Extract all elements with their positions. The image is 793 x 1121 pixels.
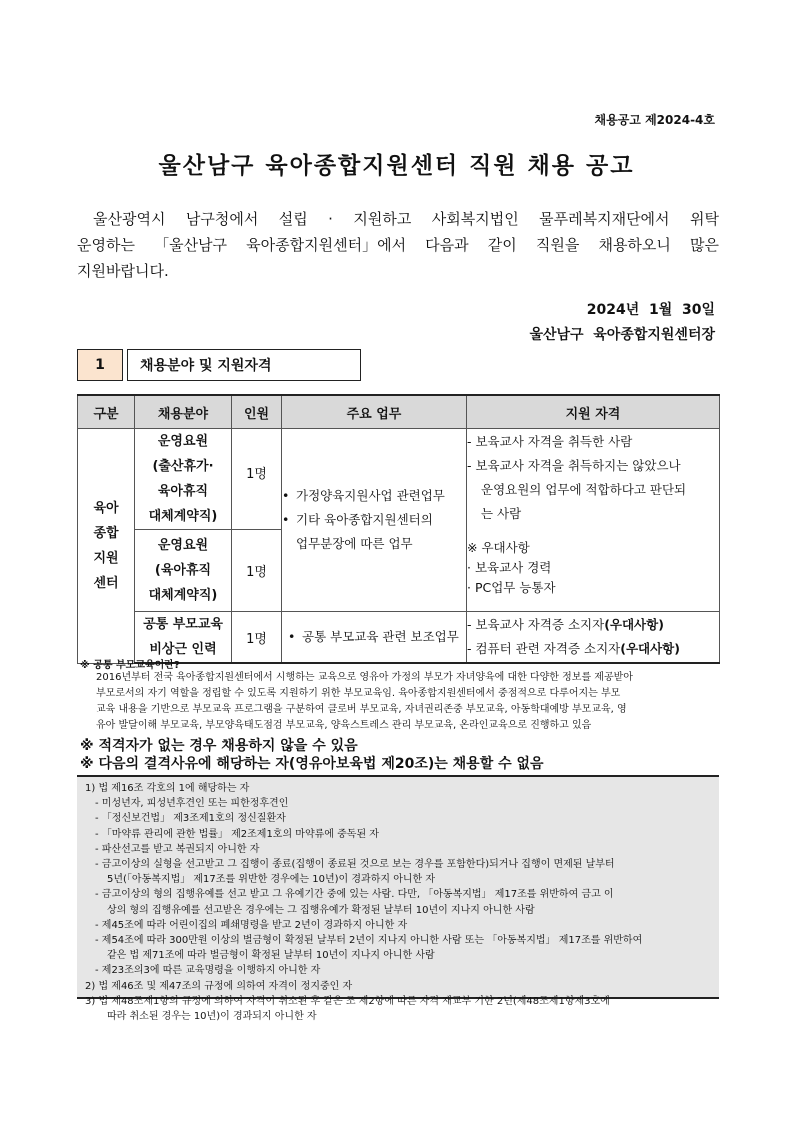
list-item: - 「마약류 관리에 관한 법률」 제2조제1호의 마약류에 중독된 자 — [95, 828, 379, 840]
list-item: - 미성년자, 피성년후견인 또는 피한정후견인 — [95, 798, 289, 810]
intro-word: 지원하고 — [353, 210, 412, 228]
note-body: 2016년부터 전국 육아종합지원센터에서 시행하는 교육으로 영유아 가정의 부모가 자녀양육에 대한 다양한 정보를 제공받아 부모로서의 자기 역할을 정립할 수 있도록 지원하기 위한 부모교육임. 육아종합지원센터에서 중점적으로 다루어지는 부모 교육 내용을 기반으로 부모교육 프로그램을 구분하여 클로버 부모교육, 자녀권리존중 부모교육, 아동학대예방 부모교육, 영 유아 발달이해 부모교육, 부모양육태도점검 부모교육, 양육스트레스 관리 부모교육, 온라인교육으로 진행하고 있음 — [96, 672, 633, 731]
header-division: 구분 — [78, 395, 135, 429]
qualifications-cell: - 보육교사 자격을 취득한 사람 - 보육교사 자격을 취득하지는 않았으나 운영요원의 업무에 적합하다고 판단되 는 사람 ※ 우대사항 · 보육교사 경력 · PC업무 능통자 — [467, 429, 720, 612]
list-item: 같은 법 제71조에 따라 벌금형이 확정된 날부터 10년이 지나지 아니한 사람 — [107, 950, 435, 962]
count-cell: 1명 — [232, 612, 282, 664]
section-number: 1 — [77, 349, 123, 381]
qualifications-cell: - 보육교사 자격증 소지자(우대사항) - 컴퓨터 관련 자격증 소지자(우대사항) — [467, 612, 720, 664]
field-cell: 운영요원 (출산휴가· 육아휴직 대체계약직) — [135, 429, 232, 530]
intro-word: 물푸레복지재단에서 — [539, 210, 670, 228]
header-field: 채용분야 — [135, 395, 232, 429]
intro-word: 육아종합지원센터」에서 — [246, 236, 407, 254]
intro-line-1 — [77, 206, 719, 232]
intro-word: 직원을 — [535, 236, 580, 254]
list-item: 따라 취소된 경우는 10년)이 경과되지 아니한 자 — [107, 1011, 317, 1023]
disqualification-box — [77, 775, 719, 1023]
intro-paragraph — [77, 206, 719, 284]
intro-word: 사회복지법인 — [431, 210, 519, 228]
notice-number: 채용공고 제2024-4호 — [594, 113, 715, 127]
list-item: - 제45조에 따라 어린이집의 폐쇄명령을 받고 2년이 경과하지 아니한 자 — [95, 919, 408, 931]
duties-cell: • 공통 부모교육 관련 보조업무 — [282, 612, 467, 664]
header-count: 인원 — [232, 395, 282, 429]
header-qualifications: 지원 자격 — [467, 395, 720, 429]
list-item: 2) 법 제46조 및 제47조의 규정에 의하여 자격이 정지중인 자 — [85, 980, 353, 992]
notice-disqualification: ※ 다음의 결격사유에 해당하는 자(영유아보육법 제20조)는 채용할 수 없음 — [80, 756, 544, 772]
list-item: - 금고이상의 형의 집행유예를 선고 받고 그 유예기간 중에 있는 사람. 다만, 「아동복지법」 제17조를 위반하여 금고 이 — [95, 889, 614, 901]
intro-word: 설립 — [278, 210, 308, 228]
list-item: - 「정신보건법」 제3조제1호의 정신질환자 — [95, 813, 286, 825]
list-item: - 제23조의3에 따른 교육명령을 이행하지 아니한 자 — [95, 965, 321, 977]
intro-word: 같이 — [487, 236, 517, 254]
list-item: - 제54조에 따라 300만원 이상의 벌금형이 확정된 날부터 2년이 지나지 아니한 사람 또는 「아동복지법」 제17조를 위반하여 — [95, 935, 643, 947]
intro-word: 「울산남구 — [154, 236, 228, 254]
notice-no-qualified: ※ 적격자가 없는 경우 채용하지 않을 수 있음 — [80, 738, 358, 754]
intro-word: 울산광역시 — [93, 210, 166, 228]
duties-cell: • 가정양육지원사업 관련업무 • 기타 육아종합지원센터의 업무분장에 따른 업무 — [282, 429, 467, 612]
field-cell: 운영요원 (육아휴직 대체계약직) — [135, 530, 232, 612]
notice-date: 2024년 1월 30일 — [586, 302, 715, 318]
list-item: - 금고이상의 실형을 선고받고 그 집행이 종료(집행이 종료된 것으로 보는 경우를 포함한다)되거나 집행이 면제된 날부터 — [95, 859, 615, 871]
list-item: 3) 법 제48조제1항의 규정에 의하여 자격이 취소된 후 같은 조 제2항에 따른 자격 재교부 기한 2년(제48조제1항제3호에 — [85, 995, 610, 1007]
division-cell: 육아 종합 지원 센터 — [78, 429, 135, 664]
page-title: 울산남구 육아종합지원센터 직원 채용 공고 — [158, 153, 635, 179]
table-row — [78, 429, 720, 530]
count-cell: 1명 — [232, 429, 282, 530]
section-title: 채용분야 및 지원자격 — [127, 349, 361, 381]
count-cell: 1명 — [232, 530, 282, 612]
intro-word: · — [328, 210, 333, 228]
intro-word: 많은 — [690, 236, 719, 254]
intro-word: 운영하는 — [77, 236, 135, 254]
intro-word: 채용하오니 — [598, 236, 671, 254]
intro-line-2 — [77, 232, 719, 258]
list-item: 5년(「아동복지법」 제17조를 위반한 경우에는 10년)이 경과하지 아니한 자 — [107, 874, 436, 886]
signer: 울산남구 육아종합지원센터장 — [529, 327, 715, 343]
intro-line-3: 지원바랍니다. — [77, 262, 169, 280]
field-cell: 공통 부모교육 비상근 인력 — [135, 612, 232, 664]
list-item: - 파산선고를 받고 복권되지 아니한 자 — [95, 843, 260, 855]
header-duties: 주요 업무 — [282, 395, 467, 429]
list-item: 1) 법 제16조 각호의 1에 해당하는 자 — [85, 783, 250, 794]
intro-word: 남구청에서 — [185, 210, 259, 228]
recruitment-table — [77, 394, 720, 664]
intro-word: 다음과 — [425, 236, 469, 254]
table-header-row — [78, 395, 720, 429]
note-title: ※ 공통 부모교육이란? — [80, 660, 180, 671]
intro-word: 위탁 — [689, 210, 719, 228]
list-item: 상의 형의 집행유예를 선고받은 경우에는 그 집행유예가 확정된 날부터 10년이 지나지 아니한 사람 — [107, 904, 535, 916]
